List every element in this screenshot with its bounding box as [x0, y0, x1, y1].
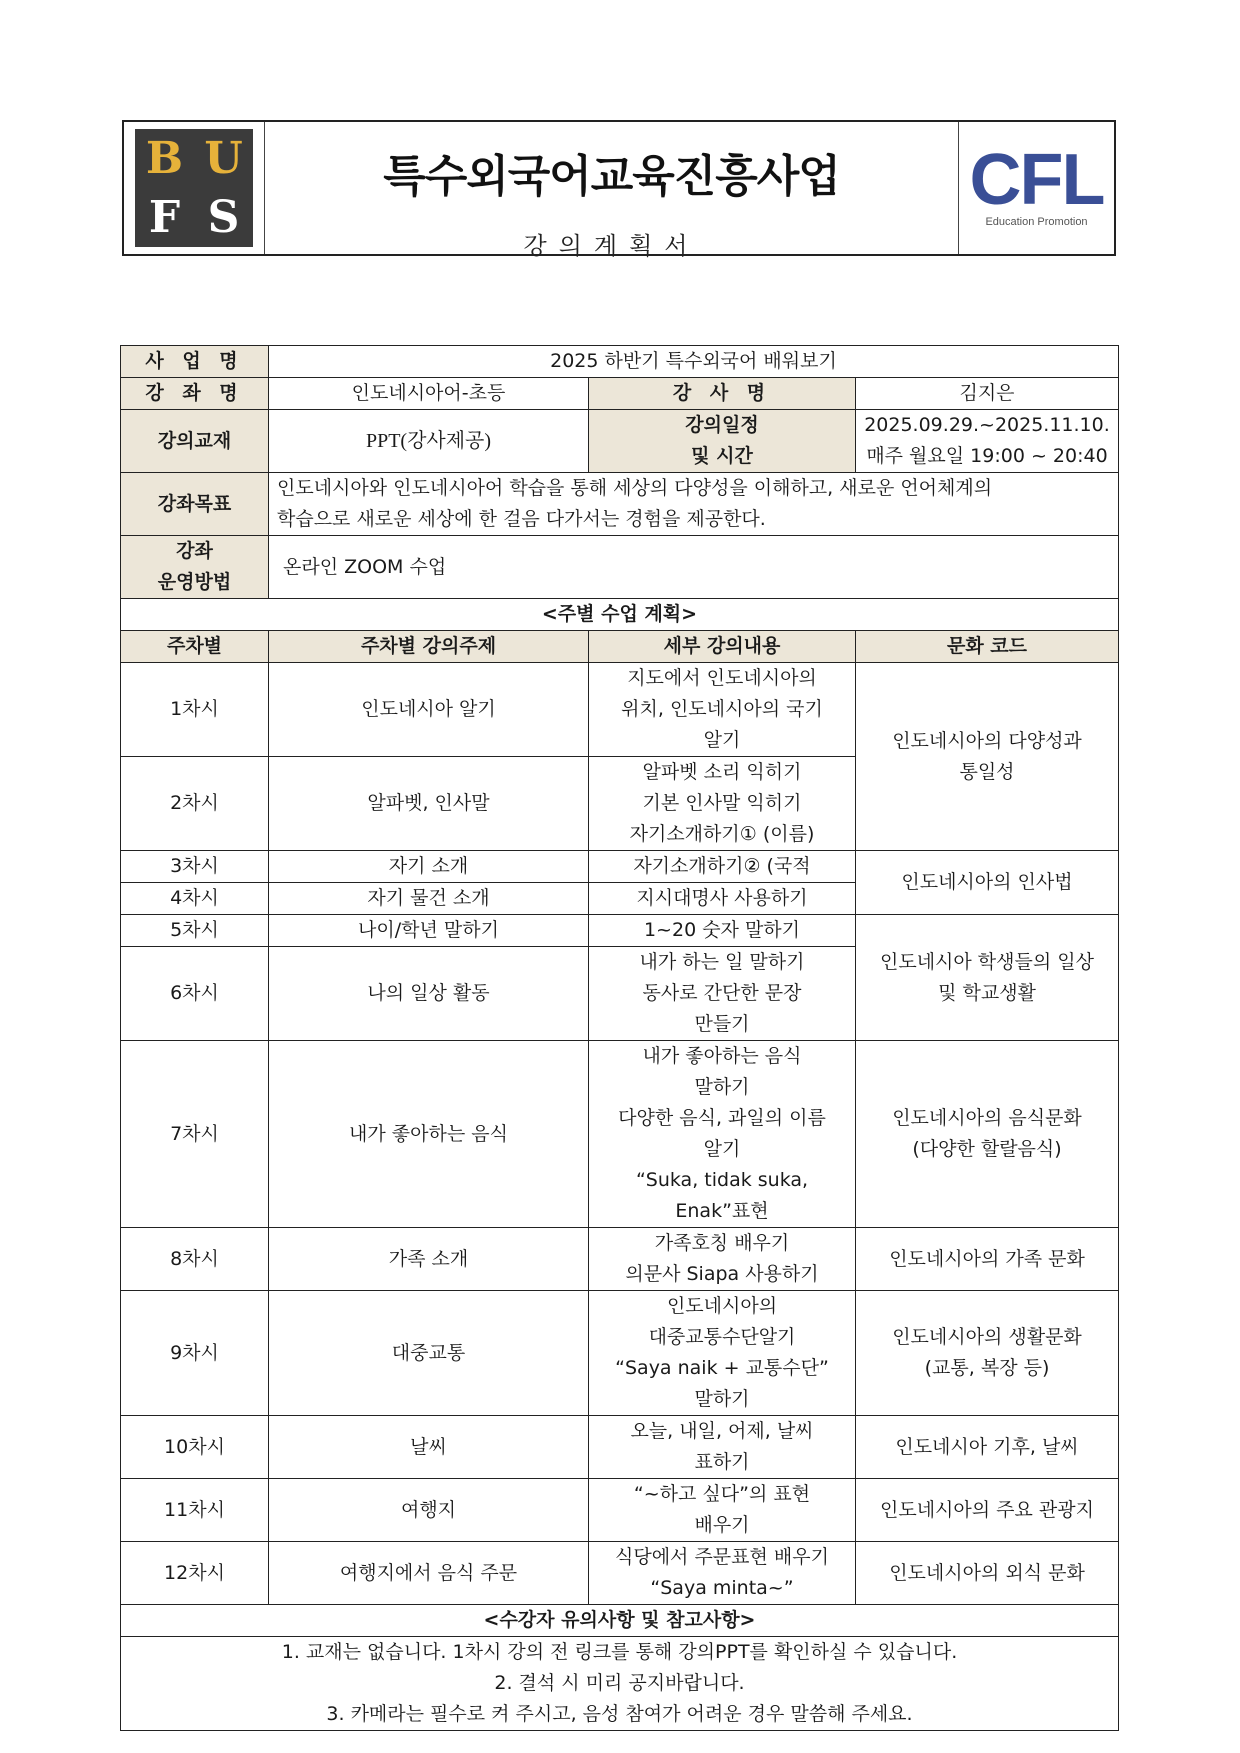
topic-cell: 자기 물건 소개: [269, 883, 589, 915]
detail-line: “Saya naik + 교통수단”: [615, 1357, 829, 1379]
weekly-section-row: [121, 599, 1119, 631]
week-cell: 8차시: [121, 1228, 269, 1291]
week-cell: 12차시: [121, 1542, 269, 1605]
notes-section-row: [121, 1605, 1119, 1637]
detail-cell: 1~20 숫자 말하기: [589, 915, 856, 947]
goal-label: 강좌목표: [121, 473, 269, 536]
bufs-logo: [135, 129, 253, 247]
topic-cell: 여행지에서 음식 주문: [269, 1542, 589, 1605]
schedule-label: [589, 410, 856, 473]
detail-line: 내가 하는 일 말하기: [639, 951, 805, 973]
bufs-logo-letter: F: [148, 191, 181, 243]
culture-cell: [856, 915, 1119, 1041]
week-cell: 4차시: [121, 883, 269, 915]
column-header-culture: 문화 코드: [856, 631, 1119, 663]
culture-line: 인도네시아 학생들의 일상: [880, 950, 1094, 973]
week-cell: 10차시: [121, 1416, 269, 1479]
detail-cell: [589, 757, 856, 851]
week-cell: 11차시: [121, 1479, 269, 1542]
detail-cell: 지시대명사 사용하기: [589, 883, 856, 915]
detail-line: 자기소개하기① (이름): [629, 823, 815, 845]
course-label: 강 좌 명: [121, 378, 269, 410]
notes-row: [121, 1637, 1119, 1731]
info-row-project: [121, 346, 1119, 378]
schedule-label-line: 강의일정: [685, 414, 759, 436]
topic-cell: 알파벳, 인사말: [269, 757, 589, 851]
culture-cell: [856, 1041, 1119, 1228]
lecture-plan-table: [120, 345, 1119, 1731]
detail-cell: 자기소개하기② (국적: [589, 851, 856, 883]
page-title: 특수외국어교육진흥사업: [383, 151, 840, 202]
detail-cell: [589, 1542, 856, 1605]
table-row: [121, 1291, 1119, 1416]
detail-line: 인도네시아의: [666, 1295, 778, 1317]
detail-cell: [589, 1228, 856, 1291]
culture-cell: 인도네시아의 외식 문화: [856, 1542, 1119, 1605]
detail-line: 알파벳 소리 익히기: [642, 761, 802, 783]
detail-line: “Saya minta~”: [650, 1577, 794, 1599]
week-cell: 6차시: [121, 947, 269, 1041]
detail-cell: [589, 947, 856, 1041]
cfl-logo-caption: Education Promotion: [985, 216, 1088, 229]
topic-cell: 인도네시아 알기: [269, 663, 589, 757]
topic-cell: 나의 일상 활동: [269, 947, 589, 1041]
goal-line: 인도네시아와 인도네시아어 학습을 통해 세상의 다양성을 이해하고, 새로운 언어체계의: [277, 477, 993, 499]
material-label: 강의교재: [121, 410, 269, 473]
document-header: [122, 120, 1116, 260]
method-label-line: 운영방법: [157, 571, 232, 593]
column-header-week: 주차별: [121, 631, 269, 663]
detail-cell: [589, 663, 856, 757]
culture-line: 인도네시아의 다양성과: [892, 729, 1082, 752]
goal-value: [269, 473, 1119, 536]
week-cell: 3차시: [121, 851, 269, 883]
culture-cell: 인도네시아 기후, 날씨: [856, 1416, 1119, 1479]
topic-cell: 나이/학년 말하기: [269, 915, 589, 947]
table-row: [121, 1479, 1119, 1542]
week-cell: 7차시: [121, 1041, 269, 1228]
topic-cell: 가족 소개: [269, 1228, 589, 1291]
detail-line: 대중교통수단알기: [648, 1326, 796, 1348]
bufs-logo-letter: B: [145, 132, 184, 184]
schedule-time: 매주 월요일 19:00 ~ 20:40: [866, 445, 1108, 467]
detail-cell: [589, 1291, 856, 1416]
weekly-header-row: [121, 631, 1119, 663]
cfl-logo-cell: [958, 122, 1114, 254]
method-label: [121, 536, 269, 599]
detail-line: 오늘, 내일, 어제, 날씨: [630, 1420, 814, 1442]
detail-line: 동사로 간단한 문장: [642, 982, 802, 1004]
table-row: [121, 851, 1119, 883]
detail-line: 다양한 음식, 과일의 이름: [618, 1107, 826, 1129]
week-cell: 9차시: [121, 1291, 269, 1416]
header-title-block: [265, 122, 958, 260]
detail-line: 알기: [703, 729, 741, 751]
table-row: [121, 1228, 1119, 1291]
detail-line: 알기: [703, 1138, 741, 1160]
goal-line: 학습으로 새로운 세상에 한 걸음 다가서는 경험을 제공한다.: [277, 508, 766, 530]
table-row: [121, 663, 1119, 757]
culture-line: 인도네시아의 생활문화: [892, 1326, 1082, 1348]
culture-line: (다양한 할랄음식): [912, 1138, 1062, 1160]
notes-cell: [121, 1637, 1119, 1731]
notes-section-title: <수강자 유의사항 및 참고사항>: [121, 1605, 1119, 1637]
column-header-topic: 주차별 강의주제: [269, 631, 589, 663]
detail-line: “~하고 싶다”의 표현: [633, 1483, 811, 1505]
table-row: [121, 1542, 1119, 1605]
schedule-label-line: 및 시간: [691, 445, 753, 467]
detail-line: 내가 좋아하는 음식: [642, 1045, 802, 1067]
info-row-goal: [121, 473, 1119, 536]
week-cell: 2차시: [121, 757, 269, 851]
culture-line: 인도네시아의 음식문화: [892, 1107, 1082, 1129]
detail-cell: [589, 1041, 856, 1228]
detail-line: 위치, 인도네시아의 국기: [621, 698, 823, 720]
culture-cell: 인도네시아의 주요 관광지: [856, 1479, 1119, 1542]
schedule-value: [856, 410, 1119, 473]
detail-line: “Suka, tidak suka,: [635, 1169, 809, 1191]
topic-cell: 날씨: [269, 1416, 589, 1479]
table-row: [121, 1041, 1119, 1228]
detail-cell: [589, 1416, 856, 1479]
method-label-line: 강좌: [176, 540, 213, 562]
culture-line: (교통, 복장 등): [924, 1357, 1050, 1379]
instructor-label: 강 사 명: [589, 378, 856, 410]
project-label: 사 업 명: [121, 346, 269, 378]
schedule-dates: 2025.09.29.~2025.11.10.: [864, 414, 1110, 436]
info-row-course: [121, 378, 1119, 410]
culture-cell: 인도네시아의 가족 문화: [856, 1228, 1119, 1291]
week-cell: 5차시: [121, 915, 269, 947]
instructor-value: 김지은: [856, 378, 1119, 410]
detail-line: 말하기: [694, 1076, 750, 1098]
week-cell: 1차시: [121, 663, 269, 757]
detail-line: 표하기: [694, 1451, 750, 1473]
topic-cell: 자기 소개: [269, 851, 589, 883]
detail-line: Enak”표현: [675, 1200, 769, 1222]
table-row: [121, 915, 1119, 947]
culture-line: 및 학교생활: [938, 981, 1036, 1004]
detail-cell: [589, 1479, 856, 1542]
topic-cell: 대중교통: [269, 1291, 589, 1416]
detail-line: 만들기: [694, 1013, 750, 1035]
culture-cell: [856, 663, 1119, 851]
culture-cell: [856, 1291, 1119, 1416]
culture-cell: 인도네시아의 인사법: [856, 851, 1119, 915]
method-value: 온라인 ZOOM 수업: [269, 536, 1119, 599]
detail-line: 기본 인사말 익히기: [642, 792, 802, 814]
cfl-logo: CFL: [969, 139, 1104, 220]
note-item: 2. 결석 시 미리 공지바랍니다.: [494, 1672, 745, 1694]
detail-line: 식당에서 주문표현 배우기: [615, 1546, 829, 1568]
material-value: PPT(강사제공): [269, 410, 589, 473]
info-row-method: [121, 536, 1119, 599]
weekly-section-title: <주별 수업 계획>: [121, 599, 1119, 631]
info-row-material: [121, 410, 1119, 473]
detail-line: 의문사 Siapa 사용하기: [625, 1263, 819, 1285]
culture-line: 통일성: [959, 760, 1015, 783]
table-row: [121, 1416, 1119, 1479]
bufs-logo-letter: U: [204, 132, 243, 184]
column-header-detail: 세부 강의내용: [589, 631, 856, 663]
detail-line: 배우기: [694, 1514, 750, 1536]
detail-line: 가족호칭 배우기: [654, 1232, 790, 1254]
bufs-logo-letter: S: [207, 191, 240, 243]
course-value: 인도네시아어-초등: [269, 378, 589, 410]
note-item: 3. 카메라는 필수로 켜 주시고, 음성 참여가 어려운 경우 말씀해 주세요.: [326, 1703, 913, 1725]
note-item: 1. 교재는 없습니다. 1차시 강의 전 링크를 통해 강의PPT를 확인하실 수 있습니다.: [281, 1641, 958, 1663]
page-subtitle: 강의계획서: [523, 232, 700, 260]
topic-cell: 여행지: [269, 1479, 589, 1542]
topic-cell: 내가 좋아하는 음식: [269, 1041, 589, 1228]
detail-line: 말하기: [694, 1388, 750, 1410]
bufs-logo-cell: [124, 122, 265, 254]
detail-line: 지도에서 인도네시아의: [627, 667, 817, 689]
project-value: 2025 하반기 특수외국어 배워보기: [269, 346, 1119, 378]
